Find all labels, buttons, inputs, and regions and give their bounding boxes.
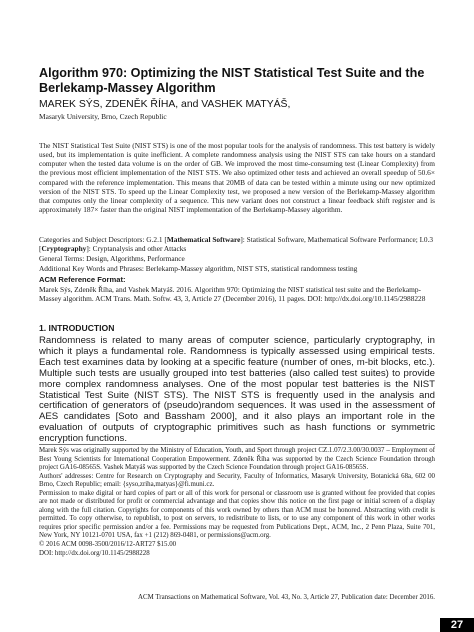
author-address: Authors' addresses: Centre for Research on Cryptography and Security, Faculty of Informatics, Masaryk University, Botanická 68a, 602 00 Brno, Czech Republic; email: {syso,zriha,matyas}@fi.muni.cz. (39, 472, 435, 489)
categories-suffix: ]: Cryptanalysis and other Attacks (86, 244, 187, 254)
introduction-text: Randomness is related to many areas of computer science, particularly cryptography, in which it plays a fundamental role. Randomness is typically assessed using empirical tests. Each test examines data by looking at a specific feature (number of ones, m-bit blocks, etc.). Multiple such tests are usually grouped into test batteries (also called test suites) to provide more complex randomness analyses. One of the most popular test batteries is the NIST Statistical Test Suite (NIST STS). The NIST STS is frequently used in the analysis and certification of generators of (pseudo)random sequences. It was used in the assessment of AES candidates [Soto and Bassham 2000], and it also plays an important role in the evaluation of outputs of cryptographic primitives such as hash functions or symmetric encryption functions. (39, 335, 435, 445)
permission-notice: Permission to make digital or hard copies of part or all of this work for personal or classroom use is granted without fee provided that copies are not made or distributed for profit or commercial advantage and that copies show this notice on the first page or initial screen of a display along with the full citation. Copyrights for components of this work owned by others than ACM must be honored. Abstracting with credit is permitted. To copy otherwise, to republish, to post on servers, to redistribute to lists, or to use any component of this work in other works requires prior specific permission and/or a fee. Permissions may be requested from Publications Dept., ACM, Inc., 2 Penn Plaza, Suite 701, New York, NY 10121-0701 USA, fax +1 (212) 869-0481, or permissions@acm.org. (39, 489, 435, 540)
general-terms: General Terms: Design, Algorithms, Performance (39, 254, 185, 263)
reference-format-heading: ACM Reference Format: (39, 275, 126, 284)
category-cryptography: Cryptography (41, 244, 87, 254)
categories (39, 235, 435, 253)
abstract (39, 141, 435, 214)
page-number: 27 (440, 618, 474, 632)
footnotes (39, 447, 435, 558)
footnote-divider (39, 444, 435, 445)
categories-prefix: Categories and Subject Descriptors: G.2.1 [ (39, 235, 167, 244)
reference-format: Marek Sýs, Zdeněk Říha, and Vashek Matyáš. 2016. Algorithm 970: Optimizing the NIST statistical test suite and the Berlekamp-Massey algorithm. ACM Trans. Math. Softw. 43, 3, Article 27 (December 2016), 11 pages. DOI: http://dx.doi.org/10.1145/2988228 (39, 285, 426, 304)
section-heading: 1. INTRODUCTION (39, 323, 115, 333)
paper-title: Algorithm 970: Optimizing the NIST Statistical Test Suite and the Berlekamp-Massey Algorithm (39, 66, 425, 95)
author-list: MAREK SÝS, ZDENĚK ŘÍHA, and VASHEK MATYÁŠ, (39, 99, 291, 110)
keywords: Additional Key Words and Phrases: Berlekamp-Massey algorithm, NIST STS, statistical randomness testing (39, 264, 358, 273)
categories-text (39, 235, 435, 253)
journal-footer: ACM Transactions on Mathematical Software, Vol. 43, No. 3, Article 27, Publication date: December 2016. (138, 594, 435, 601)
doi-line: DOI: http://dx.doi.org/10.1145/2988228 (39, 549, 150, 557)
funding-note: Marek Sýs was originally supported by the Ministry of Education, Youth, and Sport through project CZ.1.07/2.3.00/30.0037 – Employment of Best Young Scientists for International Cooperation Empowerment. Zdeněk Říha was supported by the Czech Science Foundation through project GA16-08565S. Vashek Matyáš was supported by the Czech Science Foundation through project GA16-08565S. (39, 447, 435, 472)
category-mathematical-software: Mathematical Software (166, 235, 241, 244)
affiliation: Masaryk University, Brno, Czech Republic (39, 112, 167, 121)
abstract-text: The NIST Statistical Test Suite (NIST STS) is one of the most popular tools for the analysis of randomness. This test battery is widely used, but its implementation is quite inefficient. A complete randomness analysis using the NIST STS can take hours on a standard computer when the tested data volume is on the order of GB. We improved the most time-consuming test (Linear Complexity) from the previous most efficient implementation of the NIST STS. We also optimized other tests and achieved an overall speedup of 50.6× compared with the reference implementation. This means that 20MB of data can be tested within a minute using our new optimized version of the NIST STS. To speed up the Linear Complexity test, we proposed a new version of the Berlekamp-Massey algorithm that computes only the linear complexity of a sequence. This new variant does not construct a linear feedback shift register and is approximately 187× faster than the original NIST implementation of the Berlekamp-Massey algorithm. (39, 141, 435, 215)
copyright-line: © 2016 ACM 0098-3500/2016/12-ART27 $15.00 (39, 541, 177, 549)
categories-mid: ]: Statistical Software, Mathematical Software Performance; I.0.3 [ (39, 235, 434, 254)
